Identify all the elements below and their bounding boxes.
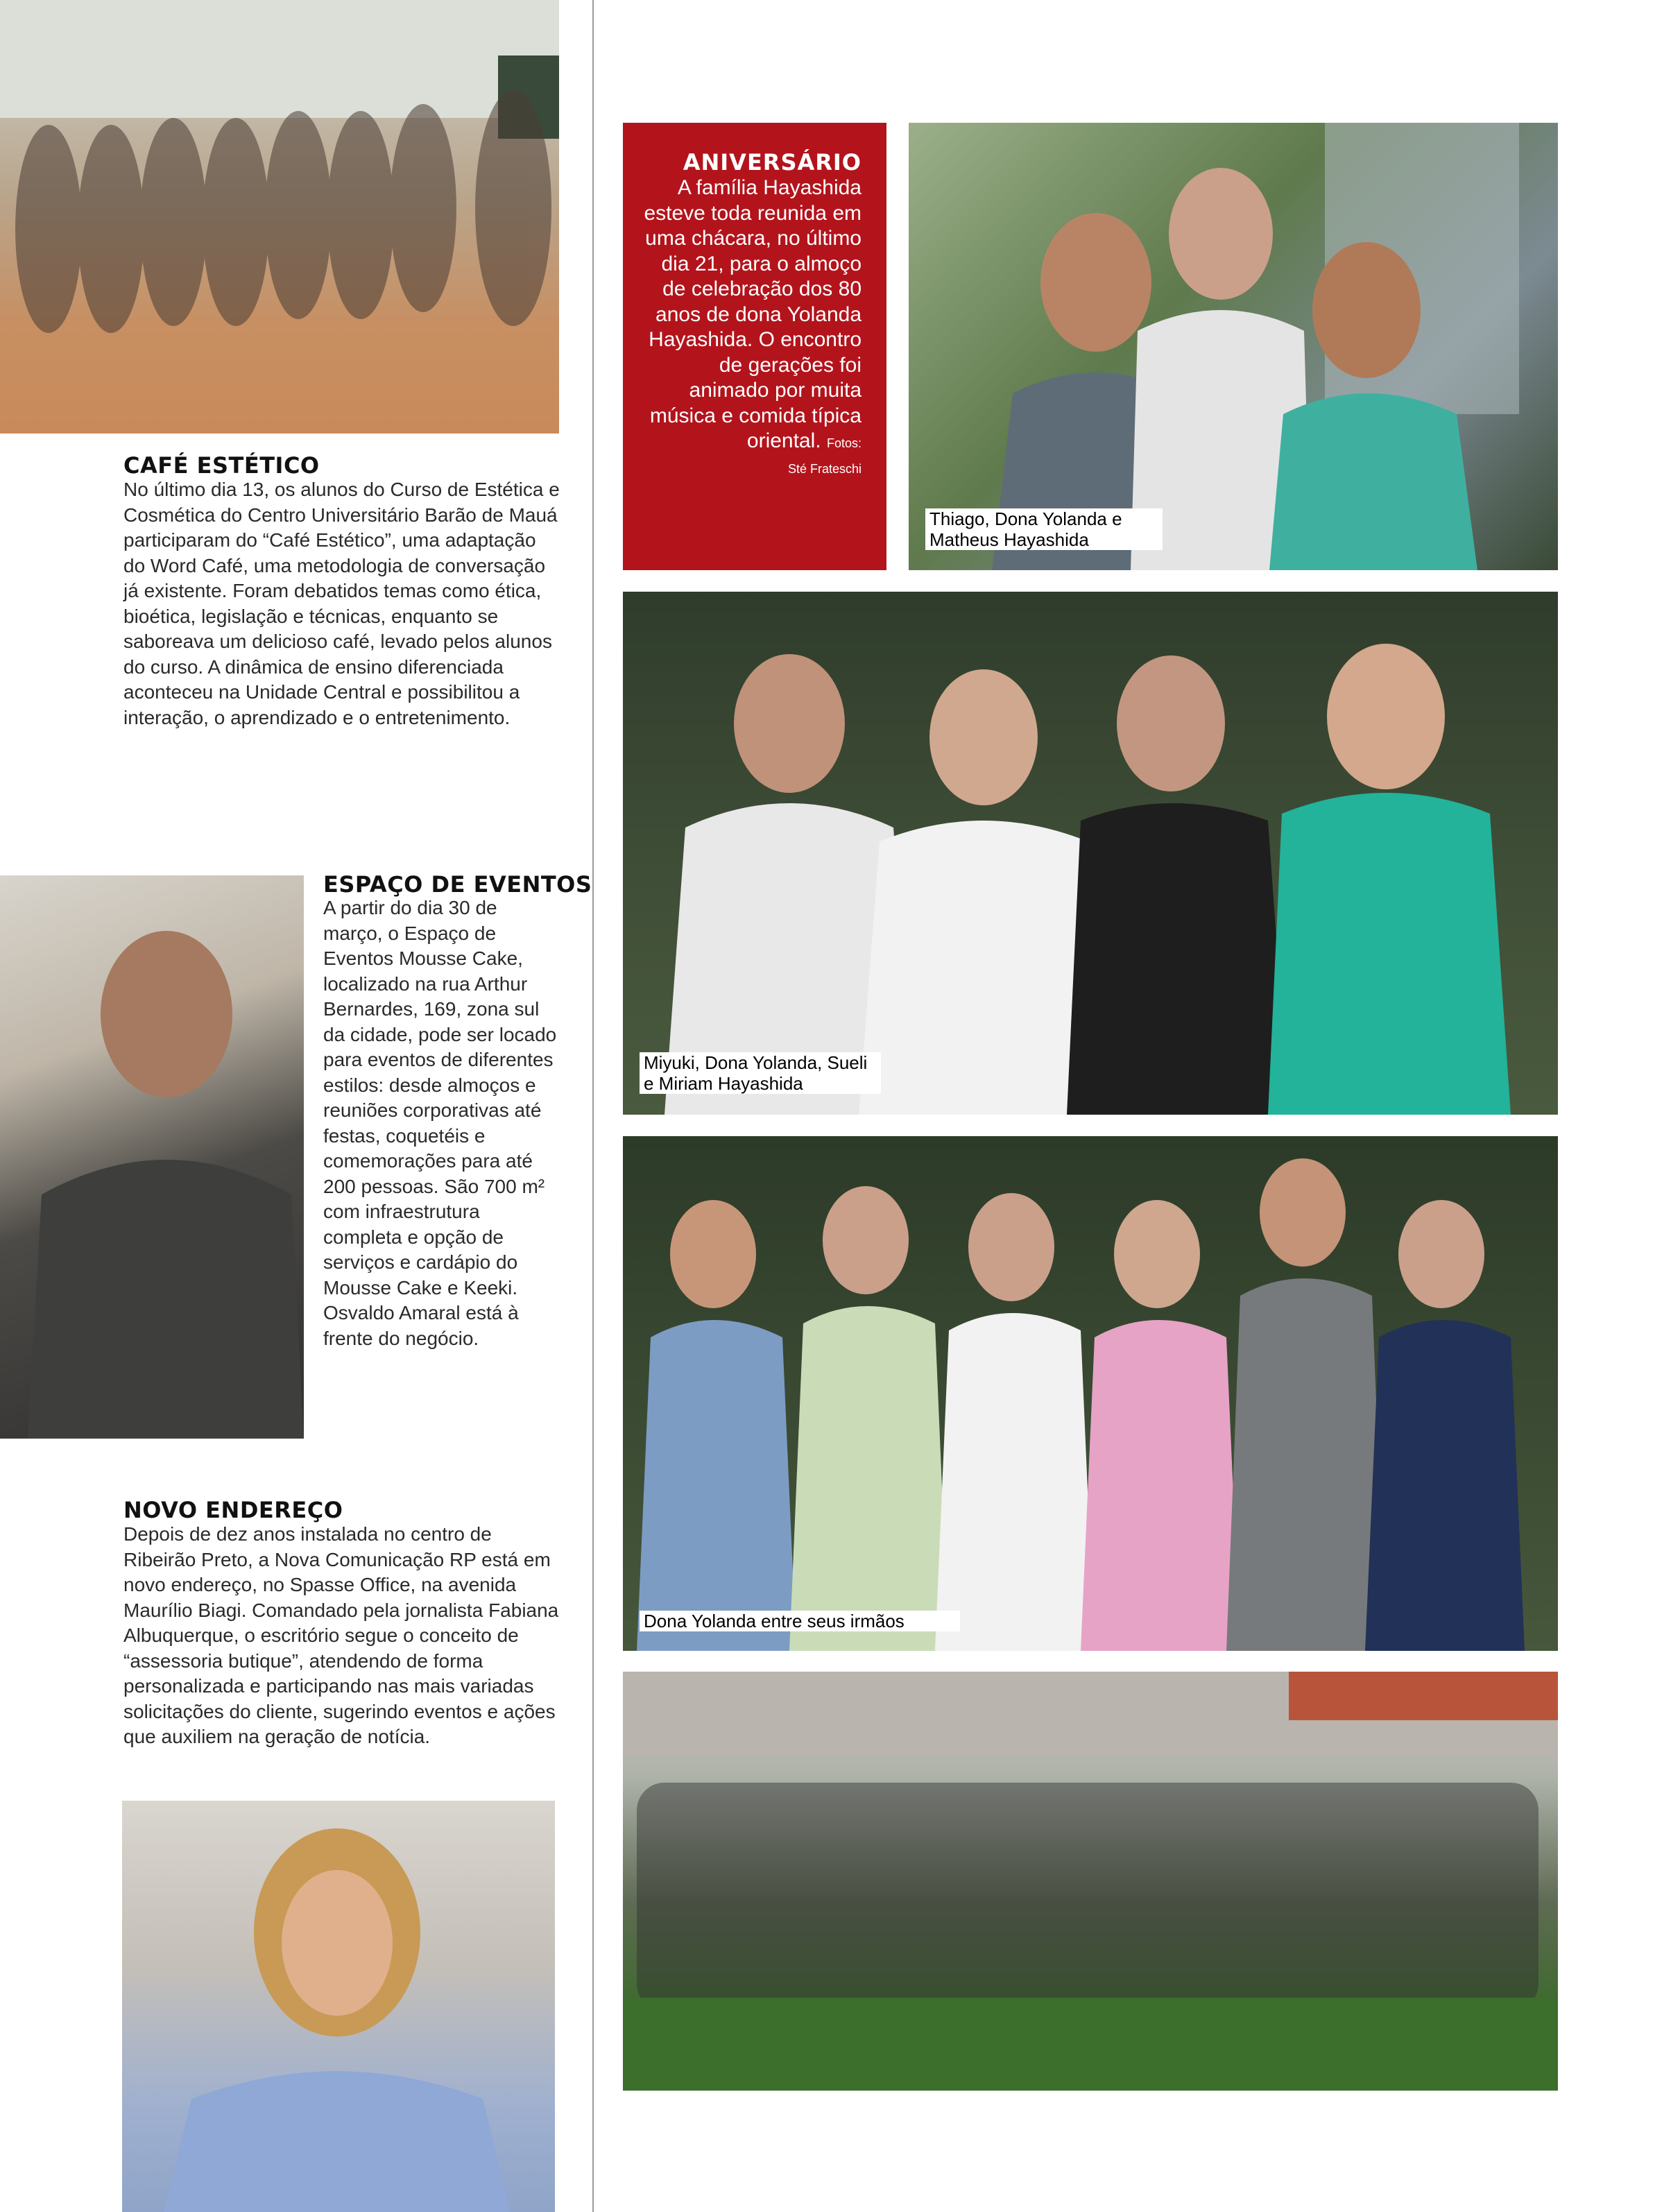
heading-aniversario: ANIVERSÁRIO xyxy=(683,149,862,175)
body-cafe-estetico: No último dia 13, os alunos do Curso de Estética e Cosmética do Centro Universitário Barão de Mauá participaram do “Café Estético”, uma adaptação do Word Café, uma metodologia de conversação já existente. Foram debatidos temas como ética, bioética, legislação e técnicas, enquanto se saboreava um delicioso café, levado pelos alunos do curso. A dinâmica de ensino diferenciada aconteceu na Unidade Central e possibilitou a interação, o aprendizado e o entretenimento. xyxy=(123,479,560,728)
photo-osvaldo-amaral xyxy=(0,875,304,1439)
aniversario-box xyxy=(623,123,886,570)
body-novo-endereco: Depois de dez anos instalada no centro de Ribeirão Preto, a Nova Comunicação RP está em novo endereço, no Spasse Office, na avenida Maurílio Biagi. Comandado pela jornalista Fabiana Albuquerque, o escritório segue o conceito de “assessoria butique”, atendendo de forma personalizada e participando nas mais variadas solicitações do cliente, sugerindo eventos e ações que auxiliem na geração de notícia. xyxy=(123,1523,559,1747)
portrait-silhouette xyxy=(122,1801,555,2212)
caption-photo1: Thiago, Dona Yolanda e Matheus Hayashida xyxy=(925,508,1163,550)
heading-cafe-estetico: CAFÉ ESTÉTICO xyxy=(123,452,320,479)
crowd-silhouettes xyxy=(623,1672,1558,2091)
heading-espaco-de-eventos: ESPAÇO DE EVENTOS xyxy=(323,871,592,898)
column-divider xyxy=(592,0,594,2212)
heading-novo-endereco: NOVO ENDEREÇO xyxy=(123,1497,343,1523)
trio-silhouettes xyxy=(909,123,1558,570)
photo-thiago-yolanda-matheus xyxy=(909,123,1558,570)
credit-label: Fotos: xyxy=(826,436,862,450)
caption-photo3: Dona Yolanda entre seus irmãos xyxy=(640,1611,960,1631)
siblings-silhouettes xyxy=(623,1136,1558,1651)
photo-fabiana-albuquerque xyxy=(122,1801,555,2212)
photo-cafe-group xyxy=(0,0,559,434)
body-espaco-de-eventos: A partir do dia 30 de março, o Espaço de Eventos Mousse Cake, localizado na rua Arthur Bernardes, 169, zona sul da cidade, pode ser locado para eventos de diferentes estilos: desde almoços e reuniões corporativas até festas, coquetéis e comemorações para até 200 pessoas. São 700 m² com infraestrutura completa e opção de serviços e cardápio do Mousse Cake e Keeki. Osvaldo Amaral está à frente do negócio. xyxy=(323,897,557,1349)
photo-yolanda-siblings xyxy=(623,1136,1558,1651)
photo-miyuki-yolanda-sueli-miriam xyxy=(623,592,1558,1115)
four-women-silhouettes xyxy=(623,592,1558,1115)
caption-photo2: Miyuki, Dona Yolanda, Sueli e Miriam Hayashida xyxy=(640,1052,881,1094)
body-aniversario xyxy=(637,175,862,479)
aniversario-text: A família Hayashida esteve toda reunida em uma chácara, no último dia 21, para o almoço de celebração dos 80 anos de dona Yolanda Hayashida. O encontro de gerações foi animado por muita música e comida típica oriental. xyxy=(644,176,862,452)
portrait-silhouette xyxy=(0,875,304,1439)
credit-name: Sté Frateschi xyxy=(787,461,862,476)
photo-family-gathering xyxy=(623,1672,1558,2091)
group-silhouettes xyxy=(0,0,559,434)
